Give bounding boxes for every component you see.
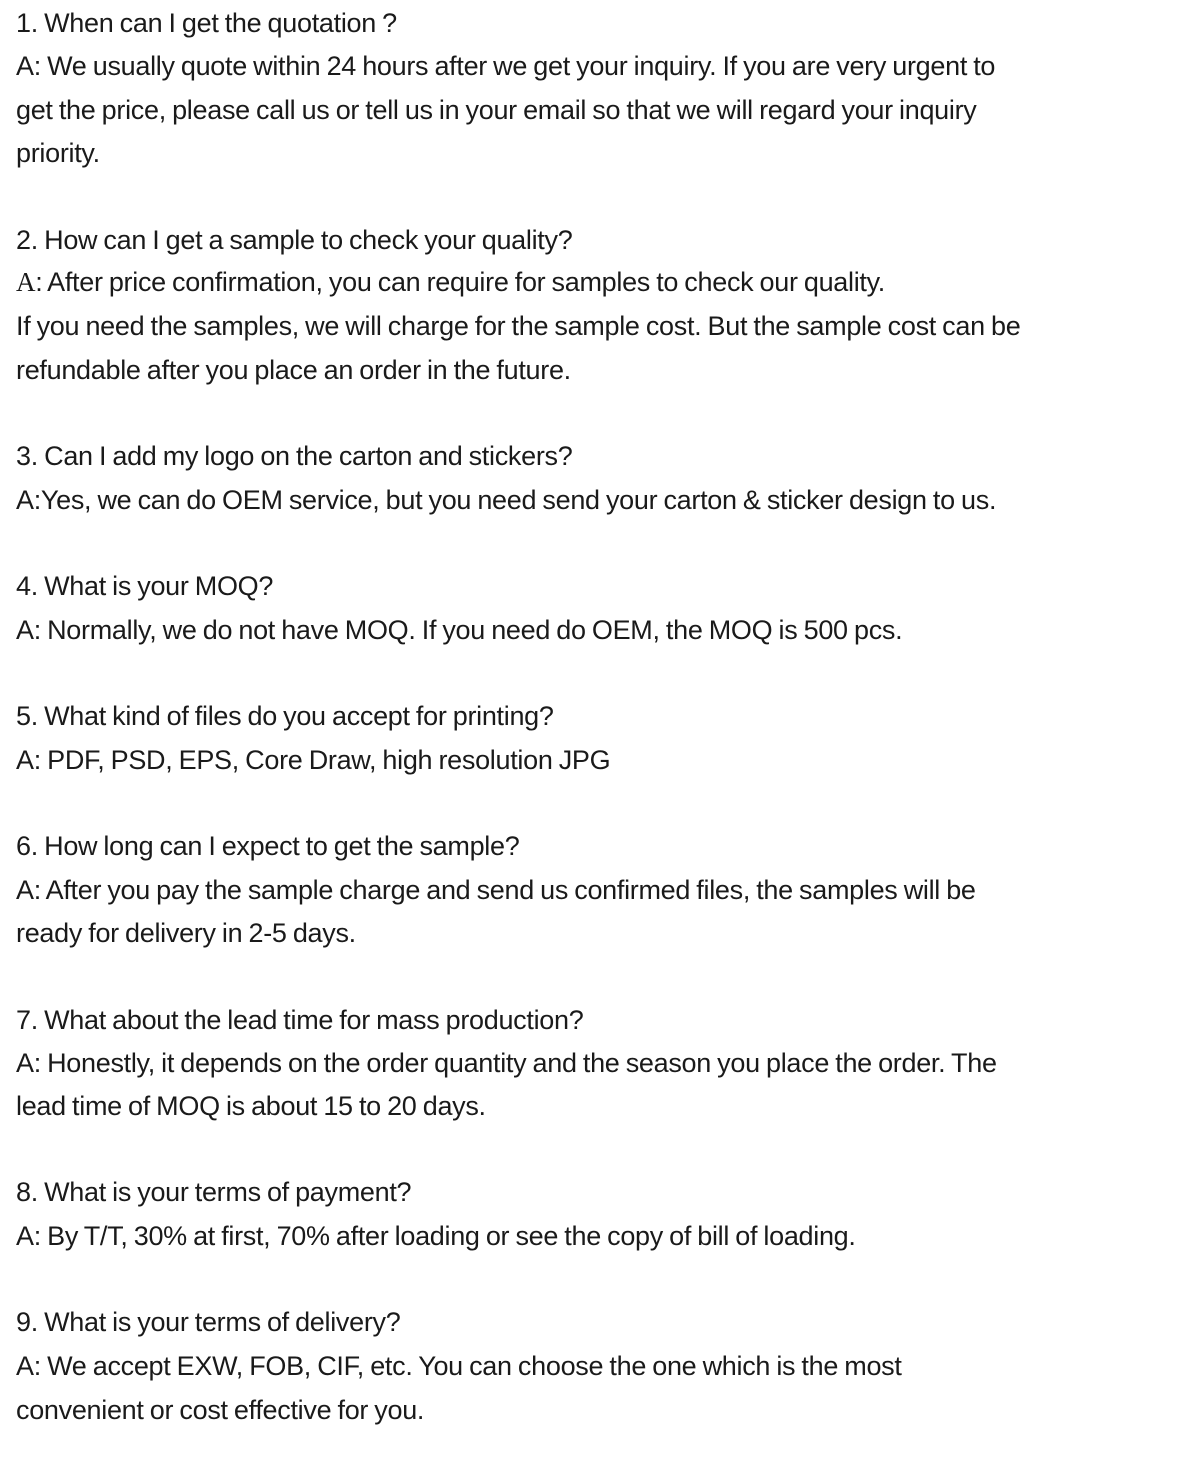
faq-answer-2-prefix: A (16, 267, 36, 297)
faq-answer-1-line-1: A: We usually quote within 24 hours after we get your inquiry. If you are very urgent to (16, 51, 996, 81)
faq-answer-1-line-3: priority. (16, 138, 100, 168)
faq-answer-2-line-1 (16, 266, 885, 298)
faq-question-6: 6. How long can I expect to get the sample? (16, 831, 520, 861)
faq-answer-5-line-1: A: PDF, PSD, EPS, Core Draw, high resolution JPG (16, 745, 611, 775)
faq-answer-8-line-1: A: By T/T, 30% at first, 70% after loading or see the copy of bill of loading. (16, 1221, 856, 1251)
faq-question-1: 1. When can I get the quotation ? (16, 8, 397, 38)
faq-answer-2-line-3: refundable after you place an order in the future. (16, 355, 571, 385)
faq-question-8: 8. What is your terms of payment? (16, 1177, 412, 1207)
faq-question-5: 5. What kind of files do you accept for printing? (16, 701, 554, 731)
faq-answer-2-line-2: If you need the samples, we will charge for the sample cost. But the sample cost can be (16, 311, 1021, 341)
faq-answer-9-line-2: convenient or cost effective for you. (16, 1395, 425, 1425)
faq-answer-1-line-2: get the price, please call us or tell us in your email so that we will regard your inquiry (16, 95, 977, 125)
faq-question-2: 2. How can I get a sample to check your quality? (16, 225, 573, 255)
faq-question-9: 9. What is your terms of delivery? (16, 1307, 401, 1337)
faq-answer-6-line-1: A: After you pay the sample charge and send us confirmed files, the samples will be (16, 875, 976, 905)
faq-answer-9-line-1: A: We accept EXW, FOB, CIF, etc. You can choose the one which is the most (16, 1351, 902, 1381)
faq-answer-6-line-2: ready for delivery in 2-5 days. (16, 918, 356, 948)
faq-answer-7-line-1: A: Honestly, it depends on the order quantity and the season you place the order. The (16, 1048, 997, 1078)
faq-answer-3-line-1: A:Yes, we can do OEM service, but you need send your carton & sticker design to us. (16, 485, 997, 515)
faq-answer-7-line-2: lead time of MOQ is about 15 to 20 days. (16, 1091, 486, 1121)
faq-question-3: 3. Can I add my logo on the carton and stickers? (16, 441, 573, 471)
faq-answer-4-line-1: A: Normally, we do not have MOQ. If you need do OEM, the MOQ is 500 pcs. (16, 615, 903, 645)
faq-question-4: 4. What is your MOQ? (16, 571, 274, 601)
faq-answer-2-line-1-text: : After price confirmation, you can require for samples to check our quality. (35, 267, 886, 297)
faq-question-7: 7. What about the lead time for mass production? (16, 1005, 584, 1035)
